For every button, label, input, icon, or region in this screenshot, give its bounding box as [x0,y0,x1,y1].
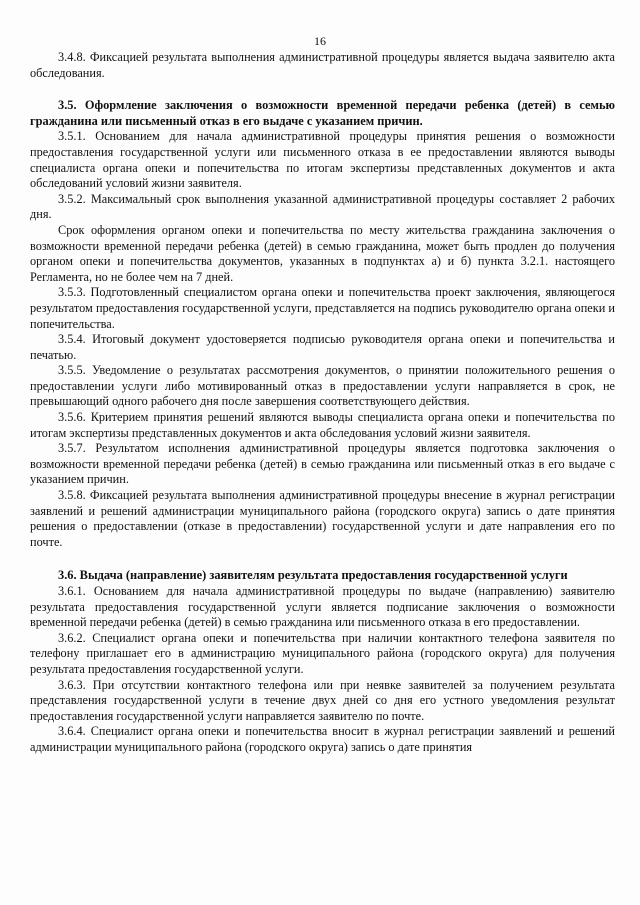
paragraph-3-6-3: 3.6.3. При отсутствии контактного телефона или при неявке заявителей за получением результата представления государственной услуги в течение двух дней со дня его устного уведомления результат предоставления государственной услуги направляется заявителю по почте. [30,677,615,723]
paragraph-3-5-3: 3.5.3. Подготовленный специалистом органа опеки и попечительства проект заключения, являющегося результатом предоставления государственной услуги, представляется на подпись руководителю органа опеки и попечительства. [30,285,615,331]
paragraph-3-5-2: 3.5.2. Максимальный срок выполнения указанной административной процедуры составляет 2 рабочих дня. [30,191,615,222]
paragraph-3-5-8: 3.5.8. Фиксацией результата выполнения административной процедуры внесение в журнал регистрации заявлений и решений администрации муниципального района (городского округа) запись о дате принятия решения о предоставлении (отказе в предоставлении) государственной услуги и дате направления его по почте. [30,488,615,549]
paragraph-term-extension: Срок оформления органом опеки и попечительства по месту жительства гражданина заключения о возможности временной передачи ребенка (детей) в семью гражданина, может быть продлен до получения органом опеки и попечительства документов, указанных в подпунктах а) и б) пункта 3.2.1. настоящего Регламента, но не более чем на 7 дней. [30,222,615,284]
paragraph-3-5-1: 3.5.1. Основанием для начала административной процедуры принятия решения о возможности предоставления государственной услуги или письменного отказа в ее предоставлении являются выводы специалиста органа опеки и попечительства по итогам экспертизы представленных документов и акта обследований условий жизни заявителя. [30,129,615,191]
paragraph-3-6-1: 3.6.1. Основанием для начала административной процедуры по выдаче (направлению) заявителю результата предоставления государственной услуги является подписание заключения о возможности временной передачи ребенка (детей) в семью гражданина или письменного отказа в его предоставлении. [30,584,615,630]
document-body [30,50,615,756]
paragraph-3-5-6: 3.5.6. Критерием принятия решений являются выводы специалиста органа опеки и попечительства по итогам экспертизы представленных документов и акта обследования условий жизни заявителя. [30,410,615,440]
paragraph-3-4-8: 3.4.8. Фиксацией результата выполнения административной процедуры является выдача заявителю акта обследования. [30,50,615,80]
paragraph-3-5-5: 3.5.5. Уведомление о результатах рассмотрения документов, о принятии положительного решения о предоставлении услуги либо мотивированный отказ в предоставлении услуги направляется в срок, не превышающий одного рабочего дня после завершения соответствующего действия. [30,363,615,409]
page-number: 16 [314,34,326,48]
paragraph-3-6-2: 3.6.2. Специалист органа опеки и попечительства при наличии контактного телефона заявителя по телефону приглашает его в администрацию муниципального района (городского округа) для получения результата предоставления государственной услуги. [30,630,615,676]
paragraph-3-5-7: 3.5.7. Результатом исполнения административной процедуры является подготовка заключения о возможности временной передачи ребенка (детей) в семью гражданина или письменный отказ в его выдаче с указанием причин. [30,441,615,487]
paragraph-3-6-4: 3.6.4. Специалист органа опеки и попечительства вносит в журнал регистрации заявлений и решений администрации муниципального района (городского округа) запись о дате принятия [30,724,615,754]
section-heading-3-6: 3.6. Выдача (направление) заявителям результата предоставления государственной услуги [58,568,568,583]
section-heading-3-5: 3.5. Оформление заключения о возможности временной передачи ребенка (детей) в семью гражданина или письменный отказ в его выдаче с указанием причин. [30,98,615,128]
paragraph-3-5-4: 3.5.4. Итоговый документ удостоверяется подписью руководителя органа опеки и попечительства и печатью. [30,332,615,362]
